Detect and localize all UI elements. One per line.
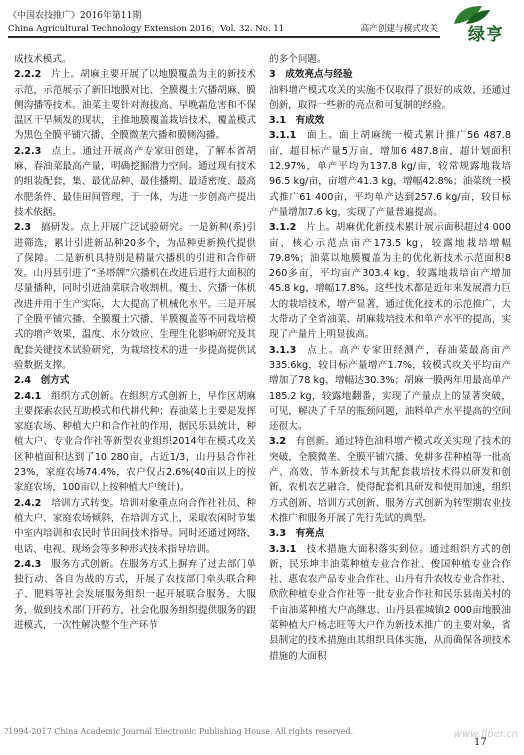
section-number: 3.3.1 — [269, 543, 297, 555]
column-section-title: 高产创建与模式攻关 — [360, 24, 438, 34]
paragraph — [14, 144, 256, 220]
page-header — [4, 4, 520, 45]
paragraph — [269, 220, 511, 342]
paragraph-text: 点上。高产专家田经测产，春油菜最高亩产335.6kg，较目标产量增产1.7%，较模式攻关平均亩产增加了78 kg，增幅达30.3%；胡麻一膜两年用最高单产185.2 kg，较露地翻番，实现了产量点上的显著突破，可见，解决了千旱的瓶颈问题，油料单产水平提高的空间还很大。 — [269, 344, 511, 433]
paragraph-text: 片上。胡麻优化新技术累计展示面积超过4 000亩，核心示范点亩产173.5 kg，较露地栽培增幅79.8%；油菜以地膜覆盖为主的优化新技术示范面积8 260多亩，平均亩产303.4 kg，较露地栽培亩产增加45.8 kg，增幅17.8%。这些技术都是近年来发展潜力巨大的栽培技术，增产显著，通过优化技术的示范推广，大大带动了全省油菜、胡麻栽培技术和单产水平的提高，实现了产量片上明显拔高。 — [269, 222, 511, 341]
right-column — [269, 52, 511, 717]
paragraph-text: 的多个问题。 — [269, 54, 327, 65]
paragraph — [14, 52, 256, 67]
paragraph-text: 有创新。通过特色油料增产模式攻关实现了技术的突破，全膜微垄、全膜平铺穴播、免耕多茬种植等一批高产、高效、节本新技术与其配套栽培技术得以研发和创新，农机农艺融合，使得配套机具研发和使用加速，组织方式创新、培训方式创新、服务方式创新为转型期农业技术推广和服务开展了先行先试的典型。 — [269, 436, 511, 524]
copyright-footer: ?1994-2017 China Academic Journal Electronic Publishing House. All rights reserved. — [4, 727, 354, 736]
paragraph — [269, 542, 511, 664]
section-number: 3.1 — [269, 115, 286, 127]
paragraph — [14, 220, 256, 373]
heading-text: 有亮点 — [295, 528, 325, 540]
paragraph-text: 组织方式创新。在组织方式创新上，早作区胡麻主要探索农民互助模式和代耕代种；春油菜上主要是发挥家庭农场、种植大户和合作社的作用，据民乐县统计，种植大户、专业合作社等新型农业组织2014年在模式攻关区种植面积达到了10 280亩，占近1/3，山丹县合作社23%，家庭农场74.4%，农户仅占2.6%(40亩以上的按家庭农场，100亩以上按种植大户统计)。 — [14, 390, 256, 494]
watermark: www.fiber.cn — [453, 729, 518, 740]
paragraph — [14, 557, 256, 633]
heading-text: 创方式 — [40, 375, 70, 387]
section-number: 3 — [269, 69, 276, 81]
paragraph — [269, 128, 511, 220]
section-number: 2.4.3 — [14, 558, 42, 570]
section-heading — [14, 373, 256, 388]
paragraph-text: 技术措施大面积落实到位。通过组织方式的创新，民乐坤丰油菜种植专业合作社、俊国种植专业合作社、惠农农产品专业合作社、山丹有升农牧专业合作社、欣欣种植专业合作社等一批专业合作社和民乐县南关村的千亩油菜种植大户高继忠、山丹县霍城镇2 000亩地膜油菜种植大户杨志旺等大户作为新技术推广的主要对象，省县制定的技术措施由其组织具体实施，从而确保各项技术措施的大面积 — [269, 543, 511, 662]
paragraph-text: 成技术模式。 — [14, 54, 72, 65]
section-number: 2.4.2 — [14, 497, 42, 509]
section-heading — [269, 526, 511, 541]
paragraph — [14, 389, 256, 496]
section-number: 2.2.2 — [14, 69, 42, 81]
paragraph-text: 搞研发。点上开展广泛试验研究。一是新种(系)引进筛选，累计引进新品种20多个，为品种更新换代提供了保障。二是新机具特别是精量穴播机的引进和合作研发。山丹县引进了“圣塔牌”穴播机在改进后进行大面积的尽量播种，同时引进油菜联合收割机、覆土、穴播一体机改进并用于生产实际，大大提高了机械化水平。三是开展了全膜平铺穴播、全膜覆土穴播、半膜覆盖等不同栽培模式的增产效果，温度、水分效应、生理生化影响研究及其配套关键技术试验研究，为栽培技术的进一步提高提供试验数据支撑。 — [14, 222, 256, 371]
section-number: 2.4.1 — [14, 390, 42, 402]
paragraph — [14, 67, 256, 143]
paragraph — [269, 83, 511, 114]
section-number: 2.2.3 — [14, 145, 42, 157]
heading-text: 成效亮点与经验 — [285, 69, 353, 81]
page-number: 17 — [474, 737, 487, 748]
section-number: 3.2 — [269, 436, 286, 448]
section-number: 3.1.2 — [269, 222, 297, 234]
paragraph-text: 服务方式创新。在服务方式上摒弃了过去部门单独行动、各自为战的方式，开展了农技部门牵头联合种子、肥料等社会发展服务组织一起开展联合服务，大服务，做到技术部门开药方，社会化服务组织提供服务的跟进模式，一次性解决整个生产环节 — [14, 558, 256, 631]
section-heading — [269, 67, 511, 82]
publisher-logo — [444, 4, 518, 45]
heading-text: 有成效 — [295, 115, 325, 127]
paragraph — [269, 434, 511, 526]
left-column — [14, 52, 256, 717]
section-heading — [269, 113, 511, 128]
section-number: 2.3 — [14, 222, 31, 234]
paragraph-text: 面上。面上胡麻统一模式累计推广56 487.8亩，超目标产量5万亩，增加6 487.8亩，超计划面积12.97%，单产平均为137.8 kg/亩，较常规露地栽培96.5 kg/亩，亩增产41.3 kg，增幅42.8%；油菜统一模式推广61 400亩，平均单产达到257.6 kg/亩，较目标产量增加7.6 kg，实现了产量普遍提高。 — [269, 130, 511, 218]
header-rule — [8, 36, 440, 38]
paragraph — [269, 343, 511, 435]
paragraph-text: 油料增产模式攻关的实施不仅取得了很好的成效，还通过创新，取得一些新的亮点和可复制的经验。 — [269, 84, 511, 111]
paragraph — [269, 52, 511, 67]
paragraph-text: 片上。胡麻主要开展了以地膜覆盖为主的新技术示范，示范展示了新旧地膜对比、全膜覆土穴播胡麻、膜侧沟播等技术。油菜主要针对海拔高、早晚霜危害和不保温区干旱频发的现状，主推地膜覆盖栽培技术，覆盖模式为黑色全膜平铺穴播、全膜微垄穴播和膜侧沟播。 — [14, 69, 256, 142]
section-number: 2.4 — [14, 375, 31, 387]
journal-title-en: China Agricultural Technology Extension 2016，Vol. 32. No. 11 — [8, 24, 285, 34]
paragraph — [14, 496, 256, 557]
paragraph-text: 点上。通过开展高产专家田创建，了解本省胡麻、春油菜最高产量，明确挖掘潜力空间。通过现有技术的组装配套，集、最优品种、最佳播期、最适密度、最高水肥条件、最佳田间管理，于一体，为进一步创高产提出技术依据。 — [14, 145, 256, 218]
section-number: 3.1.3 — [269, 344, 297, 356]
section-number: 3.1.1 — [269, 130, 297, 142]
section-number: 3.3 — [269, 528, 286, 540]
logo-text: 绿亨 — [468, 25, 504, 45]
journal-title-cn: 《中国农技推广》2016年第11期 — [8, 11, 142, 21]
paragraph-text: 培训方式转变。培训对象重点向合作社社员、种植大户、家庭农场倾斜，在培训方式上，采取农闲时节集中室内培训和农民时节田间技术指导。同时还通过网络、电话、电视、现场会等多种形式技术指导培训。 — [14, 497, 256, 555]
